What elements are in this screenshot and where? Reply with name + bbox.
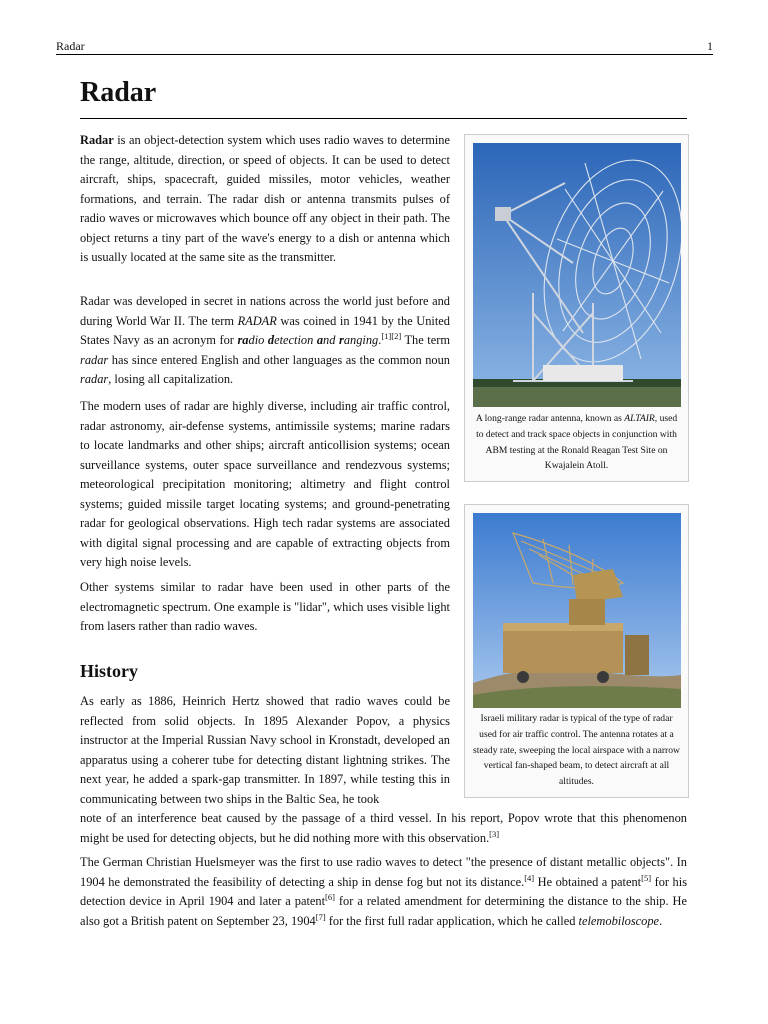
acronym-a-rest: nd (323, 333, 339, 347)
figure-israeli-radar (464, 504, 689, 798)
hp2-text-1: The German Christian Huelsmeyer was the first to use radio waves to detect "the presence of distant metallic objects". In 1904 he demonstrated the feasibility of detecting a ship in dense fog but not its distance. (80, 855, 687, 889)
lead-term: Radar (80, 133, 114, 147)
hp2-text-5: for the first full radar application, which he called (325, 913, 579, 928)
citation-5[interactable]: [5] (641, 872, 652, 883)
acronym-r: r (338, 333, 344, 347)
citation-3[interactable]: [3] (489, 828, 500, 839)
title-divider (80, 118, 687, 119)
history-paragraph-1a: As early as 1886, Heinrich Hertz showed that radio waves could be reflected from solid objects. In 1895 Alexander Popov, a physics instructor at the Imperial Russian Navy school in Kronstadt, developed an apparatus using a coherer tube for detecting distant lightning strikes. The next year, he added a spark-gap transmitter. In 1897, while testing this in communicating between two ships in the Baltic Sea, he took (80, 694, 450, 806)
acronym-expansion (237, 333, 378, 347)
intro-paragraph-3: The modern uses of radar are highly diverse, including air traffic control, radar astronomy, air-defense systems, antimissile systems; marine radars to locate landmarks and other ships; aircraft anticollision systems; ocean surveillance systems, outer space surveillance and rendezvous systems; meteorological precipitation monitoring; altimetry and flight control systems; guided missile target locating systems; and ground-penetrating radar for geological observations. High tech radar systems are associated with digital signal processing and are capable of extracting objects from very high noise levels. (80, 399, 450, 569)
running-header (56, 38, 713, 55)
p2-term-radar: radar (80, 352, 109, 367)
p2-term-radar-noun: radar (80, 372, 109, 386)
p2-text-5: has since entered English and other languages as the common noun (108, 352, 450, 367)
figure-altair-caption-text-1: A long-range radar antenna, known as (475, 413, 625, 424)
p2-text-6: , losing all capitalization. (108, 372, 234, 386)
intro-paragraph-4: Other systems similar to radar have been used in other parts of the electromagnetic spectrum. One example is "lidar", which uses visible light from lasers rather than radio waves. (80, 580, 450, 633)
intro-paragraph-2 (80, 292, 450, 390)
altair-radar-photo (473, 143, 681, 407)
figure-altair-caption (471, 411, 682, 474)
citation-1-2[interactable]: [1][2] (381, 330, 402, 341)
p2-text-2: was coined in 1941 by the United States Navy as an acronym for (80, 313, 450, 347)
acronym-ra: ra (237, 333, 249, 347)
figure-altair-caption-text-2: , used to detect and track space objects in conjunction with ABM testing at the Ronald Reagan Test Site on Kwajalein Atoll. (476, 413, 678, 472)
hp2-text-6: . (659, 913, 663, 928)
page-number: 1 (707, 39, 713, 53)
figure-altair-name: ALTAIR (624, 413, 655, 424)
figure-israeli-radar-caption: Israeli military radar is typical of the type of radar used for air traffic control. The antenna rotates at a steady rate, sweeping the local airspace with a narrow vertical fan-shaped beam, to detect aircraft at all altitudes. (473, 713, 680, 788)
acronym-a: a (316, 333, 324, 347)
hp2-text-3: for his detection device in April 1904 and later a patent (80, 874, 688, 908)
acronym-ra-rest: dio (248, 333, 268, 347)
p2-text-4: The term (401, 333, 450, 347)
history-paragraph-2 (80, 853, 687, 931)
section-heading-history: History (80, 661, 138, 681)
citation-6[interactable]: [6] (325, 891, 335, 902)
history-paragraph-1b-text: note of an interference beat caused by the passage of a third vessel. In his report, Popov wrote that this phenomenon might be used for detecting objects, but he did nothing more with this observation. (80, 811, 687, 845)
term-telemobiloscope: telemobiloscope (578, 913, 660, 928)
citation-4[interactable]: [4] (524, 872, 535, 883)
acronym-d: d (267, 333, 275, 347)
running-title: Radar (56, 39, 85, 53)
hp2-text-4: for a related amendment for determining the distance to the ship. He also got a British patent on September 23, 1904 (80, 894, 688, 928)
israeli-radar-photo (473, 513, 681, 708)
p2-term-radar-caps: RADAR (237, 313, 277, 328)
intro-paragraph-1-text: is an object-detection system which uses radio waves to determine the range, altitude, direction, or speed of objects. It can be used to detect aircraft, ships, spacecraft, guided missiles, motor vehicles, weather formations, and terrain. The radar dish or antenna transmits pulses of radio waves or microwaves which bounce off any object in their path. The object returns a tiny part of the wave's energy to a dish or antenna which is usually located at the same site as the transmitter. (80, 133, 450, 264)
figure-altair (464, 134, 689, 482)
acronym-r-rest: anging (343, 333, 379, 347)
p2-text-3: . (378, 333, 382, 347)
p2-text-1: Radar was developed in secret in nations across the world just before and during World War II. The term (80, 294, 450, 328)
citation-7[interactable]: [7] (315, 911, 326, 922)
article-title: Radar (80, 77, 157, 108)
intro-paragraph-1 (80, 131, 450, 268)
acronym-d-rest: etection (274, 333, 317, 347)
history-paragraph-1b (80, 809, 687, 848)
hp2-text-2: He obtained a patent (534, 874, 642, 889)
